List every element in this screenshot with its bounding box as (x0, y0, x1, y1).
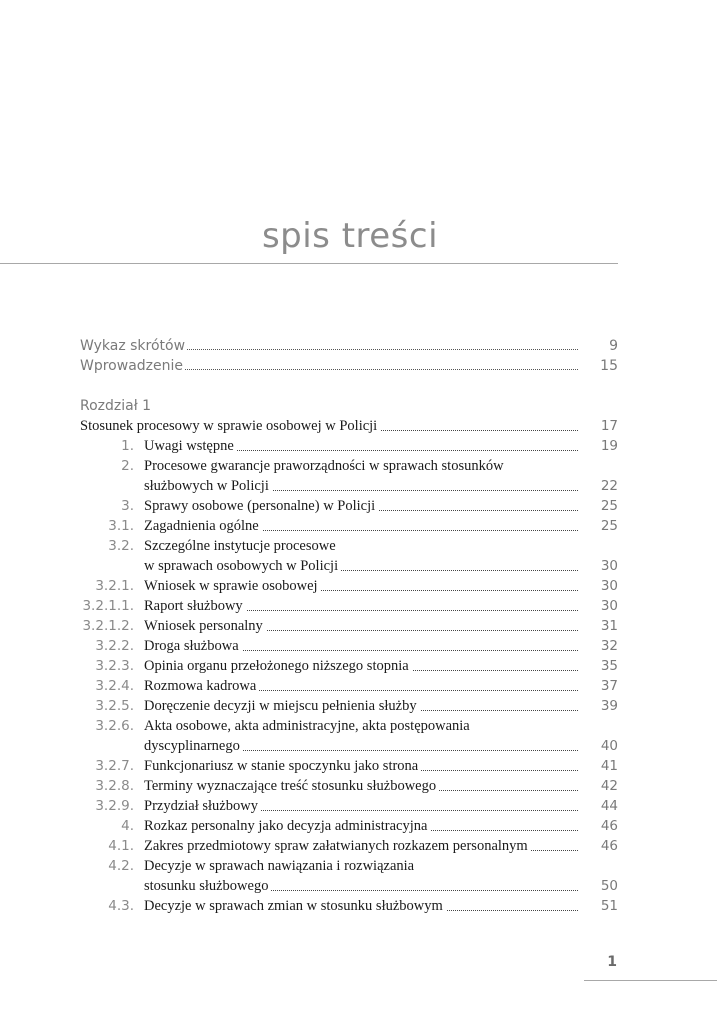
footer-rule (584, 980, 717, 981)
toc-entry-label: Wprowadzenie (80, 358, 183, 374)
toc-entry-page: 37 (600, 678, 618, 694)
toc-entry[interactable] (80, 676, 618, 696)
toc-entry-page: 30 (600, 578, 618, 594)
toc-entry[interactable] (80, 576, 618, 596)
toc-entry-label: Przydział służbowy (144, 798, 261, 814)
chapter-title-entry[interactable] (80, 416, 618, 436)
toc-entry-page: 22 (600, 478, 618, 494)
toc-entry-label: Doręczenie decyzji w miejscu pełnienia służby (144, 698, 420, 714)
toc-entry-page: 9 (609, 338, 618, 354)
toc-entry-number: 3.1. (108, 518, 134, 534)
toc-entry-label: Procesowe gwarancje praworządności w sprawach stosunków (144, 458, 507, 474)
toc-entry-label: dyscyplinarnego (144, 738, 243, 754)
toc-entry-number: 4. (121, 818, 134, 834)
chapter-heading: Rozdział 1 (80, 398, 152, 414)
toc-entry-number: 4.2. (108, 858, 134, 874)
toc-entry-page: 19 (600, 438, 618, 454)
toc-entry[interactable] (80, 836, 618, 856)
toc-entry-page: 42 (600, 778, 618, 794)
page-number: 1 (607, 954, 617, 970)
toc-entry-number: 3.2.2. (95, 638, 134, 654)
toc-entry-wprowadzenie[interactable] (80, 356, 618, 376)
toc-entry[interactable] (80, 536, 618, 576)
toc-entry-page: 30 (600, 598, 618, 614)
toc-entry-number: 3.2.8. (95, 778, 134, 794)
toc-entry-number: 3.2.1.1. (82, 598, 134, 614)
toc-entry-page: 25 (600, 498, 618, 514)
toc-entry-page: 35 (600, 658, 618, 674)
toc-entry-label: Szczególne instytucje procesowe (144, 538, 339, 554)
toc-entry[interactable] (80, 596, 618, 616)
page-title: spis treści (261, 216, 439, 256)
toc-entry[interactable] (80, 616, 618, 636)
toc-entry[interactable] (80, 496, 618, 516)
toc-entry[interactable] (80, 756, 618, 776)
toc-entry[interactable] (80, 716, 618, 756)
toc-entry-label: Zakres przedmiotowy spraw załatwianych rozkazem personalnym (144, 838, 531, 854)
toc-entry-label: Rozkaz personalny jako decyzja administracyjna (144, 818, 430, 834)
toc-entry[interactable] (80, 796, 618, 816)
toc-entry-label: Sprawy osobowe (personalne) w Policji (144, 498, 378, 514)
toc-entry-label: Akta osobowe, akta administracyjne, akta postępowania (144, 718, 473, 734)
toc-entry-number: 3.2.5. (95, 698, 134, 714)
toc-entry-label: Wniosek personalny (144, 618, 266, 634)
toc-entry-label: Funkcjonariusz w stanie spoczynku jako strona (144, 758, 421, 774)
toc-entry-page: 30 (600, 558, 618, 574)
toc-entry-number: 1. (121, 438, 134, 454)
toc-entry[interactable] (80, 436, 618, 456)
toc-entry-page: 40 (600, 738, 618, 754)
toc-entry-label: w sprawach osobowych w Policji (144, 558, 341, 574)
toc-entry-label: Zagadnienia ogólne (144, 518, 262, 534)
toc-entry-number: 3. (121, 498, 134, 514)
toc-entry-page: 25 (600, 518, 618, 534)
toc-entry-number: 3.2.1.2. (82, 618, 134, 634)
toc-entry[interactable] (80, 816, 618, 836)
toc-entry-page: 39 (600, 698, 618, 714)
toc-entry-label: Decyzje w sprawach nawiązania i rozwiązania (144, 858, 417, 874)
toc-entry-label: Rozmowa kadrowa (144, 678, 259, 694)
chapter-title: Stosunek procesowy w sprawie osobowej w Policji (80, 418, 380, 434)
toc-entry-label: Terminy wyznaczające treść stosunku służbowego (144, 778, 439, 794)
toc-entry[interactable] (80, 696, 618, 716)
toc-entry-page: 17 (600, 418, 618, 434)
toc-entry-page: 44 (600, 798, 618, 814)
title-rule (0, 263, 618, 264)
toc-entry-number: 4.3. (108, 898, 134, 914)
toc-entry[interactable] (80, 456, 618, 496)
toc-entry-page: 15 (600, 358, 618, 374)
toc-entry-number: 3.2.7. (95, 758, 134, 774)
toc-entry-label: Wykaz skrótów (80, 338, 186, 354)
toc-entry-number: 3.2.9. (95, 798, 134, 814)
toc-entry-label: Uwagi wstępne (144, 438, 237, 454)
toc-entries (80, 436, 618, 916)
toc-entry[interactable] (80, 516, 618, 536)
toc-entry[interactable] (80, 896, 618, 916)
toc-entry-number: 3.2. (108, 538, 134, 554)
toc-entry-label: Droga służbowa (144, 638, 242, 654)
toc-entry-label: Wniosek w sprawie osobowej (144, 578, 321, 594)
toc-entry-wykaz[interactable] (80, 336, 618, 356)
toc-entry[interactable] (80, 776, 618, 796)
toc-entry-label: Decyzje w sprawach zmian w stosunku służbowym (144, 898, 446, 914)
toc-entry-label: stosunku służbowego (144, 878, 271, 894)
toc-entry-page: 46 (600, 818, 618, 834)
table-of-contents (80, 336, 618, 916)
toc-entry-page: 41 (600, 758, 618, 774)
toc-entry-label: służbowych w Policji (144, 478, 272, 494)
toc-entry[interactable] (80, 856, 618, 896)
toc-entry-page: 31 (600, 618, 618, 634)
toc-entry-number: 3.2.6. (95, 718, 134, 734)
toc-entry-number: 3.2.3. (95, 658, 134, 674)
toc-entry-number: 3.2.1. (95, 578, 134, 594)
toc-entry-page: 32 (600, 638, 618, 654)
toc-entry-label: Opinia organu przełożonego niższego stopnia (144, 658, 412, 674)
toc-entry-number: 3.2.4. (95, 678, 134, 694)
toc-entry-number: 4.1. (108, 838, 134, 854)
toc-entry[interactable] (80, 656, 618, 676)
toc-entry-page: 51 (600, 898, 618, 914)
toc-entry-page: 46 (600, 838, 618, 854)
toc-entry[interactable] (80, 636, 618, 656)
toc-entry-number: 2. (121, 458, 134, 474)
toc-entry-label: Raport służbowy (144, 598, 246, 614)
toc-entry-page: 50 (600, 878, 618, 894)
